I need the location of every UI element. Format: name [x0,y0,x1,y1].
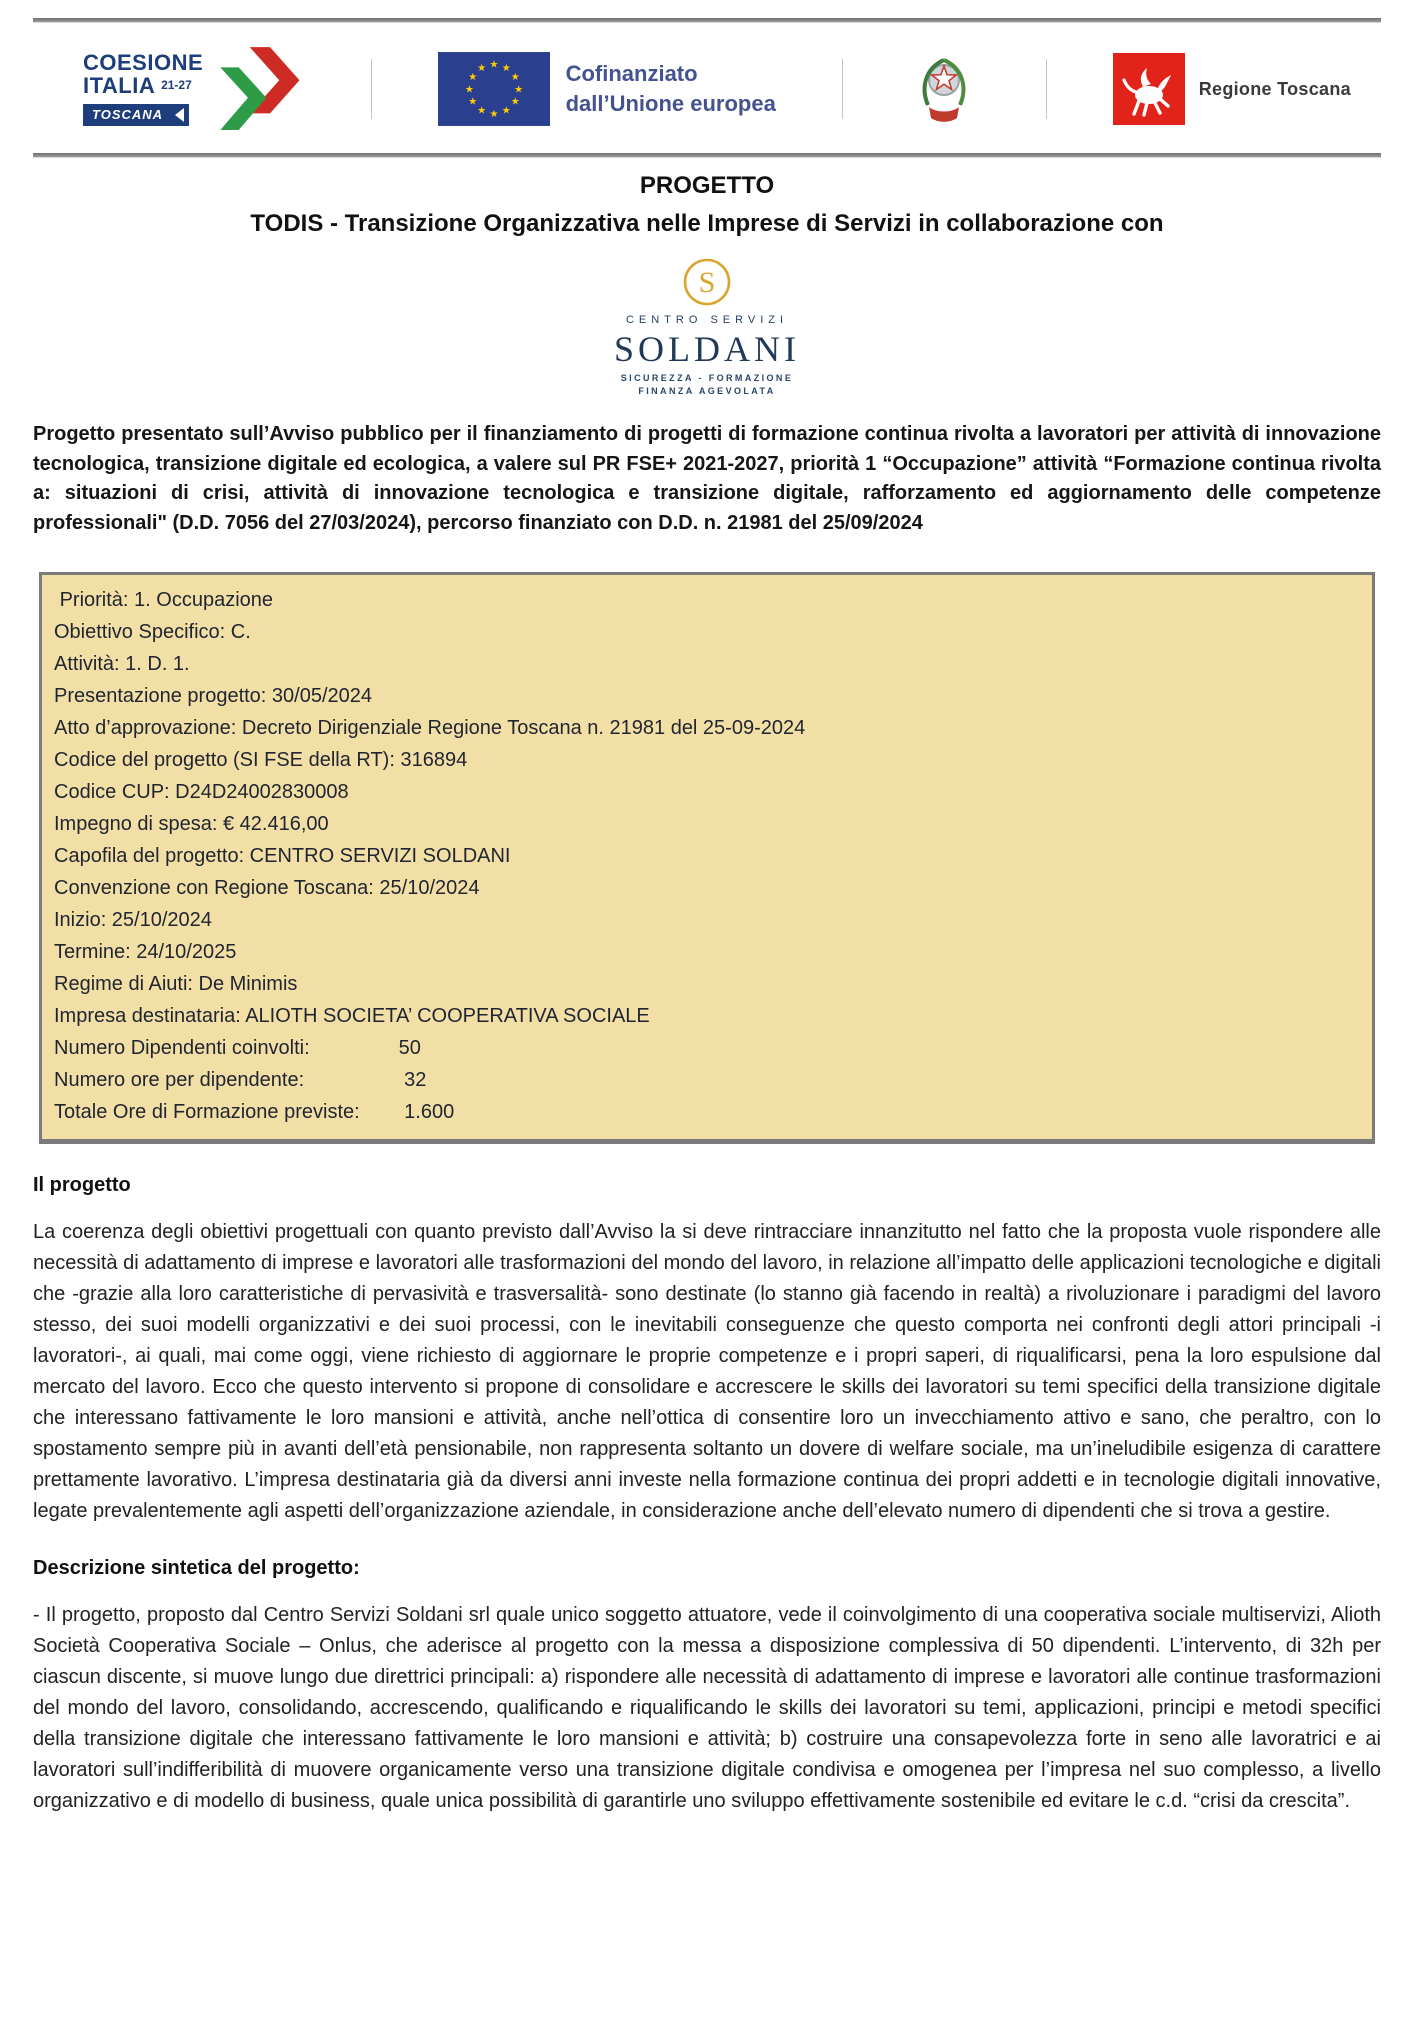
coesione-line1: COESIONE [83,50,204,76]
summary-line: Obiettivo Specifico: C. [54,621,251,643]
summary-line: Codice del progetto (SI FSE della RT): 316894 [54,749,468,771]
summary-line: Termine: 24/10/2025 [54,941,237,963]
summary-line: Codice CUP: D24D24002830008 [54,781,349,803]
soldani-logo [577,256,837,396]
eu-flag-icon [438,52,550,126]
summary-line: Regime di Aiuti: De Minimis [54,973,298,995]
soldani-monogram-icon [681,256,733,308]
svg-text:★: ★ [476,63,486,75]
regione-toscana-logo [1113,53,1351,125]
eu-text-line2: dall’Unione europea [565,91,776,116]
summary-line: Impresa destinataria: ALIOTH SOCIETA’ COOPERATIVA SOCIALE [54,1005,650,1027]
summary-line: Numero ore per dipendente: 32 [54,1069,427,1091]
soldani-centro-servizi: CENTRO SERVIZI [625,314,789,326]
section-body-descrizione: - Il progetto, proposto dal Centro Servizi Soldani srl quale unico soggetto attuatore, vede il coinvolgimento di una cooperativa sociale multiservizi, Alioth Società Cooperativa Sociale – Onlus, che aderisce al progetto con la messa a disposizione complessiva di 50 dipendenti. L’intervento, di 32h per ciascun discente, si muove lungo due direttrici principali: a) rispondere alle necessità di adattamento di imprese e lavoratori alle continue trasformazioni del mondo del lavoro, consolidando, accrescendo, qualificando e riqualificando le skills dei lavoratori su temi, applicazioni, principi e metodi specifici della transizione digitale che interessano fattivamente le loro mansioni e attività; b) costruire una consapevolezza forte in seno alle lavoratrici e ai lavoratori sull’indifferibilità di muovere organicamente verso una transizione digitale condivisa e omogenea per l’impresa nel suo complesso, a livello organizzativo e di modello di business, quale unica possibilità di garantirle uno sviluppo effettivamente sostenibile ed evitare le c.d. “crisi da crescita”. [33,1604,1381,1812]
svg-text:★: ★ [489,109,499,120]
toscana-banner: TOSCANA [83,104,189,126]
svg-text:★: ★ [501,63,511,75]
logo-divider [1046,59,1047,119]
soldani-name: SOLDANI [614,329,800,369]
project-summary-box [39,572,1375,1144]
summary-line: Impegno di spesa: € 42.416,00 [54,813,329,835]
coesione-line2: ITALIA 21-27 [83,73,192,99]
logo-divider [842,59,843,119]
intro-paragraph: Progetto presentato sull’Avviso pubblico per il finanziamento di progetti di formazione continua rivolta a lavoratori per attività di innovazione tecnologica, transizione digitale ed ecologica, a valere sul PR FSE+ 2021-2027, priorità 1 “Occupazione” attività “Formazione continua rivolta a: situazioni di crisi, attività di innovazione tecnologica e transizione digitale, rafforzamento ed aggiornamento delle competenze professionali" (D.D. 7056 del 27/03/2024), percorso finanziato con D.D. n. 21981 del 25/09/2024 [33,423,1381,534]
coesione-text [83,52,203,125]
italy-emblem-icon [908,49,980,129]
section-heading-il-progetto: Il progetto [33,1174,131,1196]
summary-line: Presentazione progetto: 30/05/2024 [54,685,373,707]
svg-text:★: ★ [467,96,477,108]
svg-text:★: ★ [501,105,511,117]
summary-line: Capofila del progetto: CENTRO SERVIZI SOLDANI [54,845,511,867]
summary-line: Totale Ore di Formazione previste: 1.600 [54,1101,455,1123]
svg-text:★: ★ [476,105,486,117]
summary-line: Inizio: 25/10/2024 [54,909,212,931]
header-rule [33,153,1381,158]
coesione-chevrons-icon [213,43,305,135]
summary-line: Convenzione con Regione Toscana: 25/10/2024 [54,877,480,899]
coesione-years: 21-27 [161,78,192,93]
pegasus-icon [1113,53,1185,125]
summary-line: Priorità: 1. Occupazione [54,589,273,611]
soldani-tagline-2: FINANZA AGEVOLATA [638,386,776,396]
svg-text:S: S [698,266,716,299]
svg-text:★: ★ [467,72,477,84]
section-heading-descrizione: Descrizione sintetica del progetto: [33,1557,360,1579]
eu-cofunding-logo [438,52,776,126]
svg-text:★: ★ [464,84,474,96]
toscana-arrow-icon [175,108,184,122]
section-body-il-progetto: La coerenza degli obiettivi progettuali con quanto previsto dall’Avviso la si deve rintracciare innanzitutto nel fatto che la proposta vuole rispondere alle necessità di adattamento di imprese e lavoratori alle trasformazioni del mondo del lavoro, in relazione all’impatto delle applicazioni tecnologiche e digitali che -grazie alla loro caratteristiche di pervasività e trasversalità- sono destinate (lo stanno già facendo in realtà) a rivoluzionare i paradigmi del lavoro stesso, dei suoi modelli organizzativi e dei suoi processi, con le inevitabili conseguenze che questo comporta nei confronti degli attori principali -i lavoratori-, ai quali, mai come oggi, viene richiesto di aggiornare le proprie competenze e i propri saperi, di riqualificarsi, pena la loro espulsione dal mercato del lavoro. Ecco che questo intervento si propone di consolidare e accrescere le skills dei lavoratori su temi specifici della transizione digitale che interessano fattivamente le loro mansioni e attività, anche nell’ottica di consentire loro un invecchiamento attivo e sano, che peraltro, con lo spostamento sempre più in avanti dell’età pensionabile, non rappresenta soltanto un dovere di welfare sociale, ma un’ineludibile esigenza di carattere prettamente lavorativo. L’impresa destinataria già da diversi anni investe nella formazione continua dei propri addetti e in tecnologie digitali innovative, legate prevalentemente agli aspetti dell’organizzazione aziendale, in considerazione anche dell’elevato numero di dipendenti che si trova a gestire. [33,1221,1381,1522]
eu-cofunding-text [566,59,776,118]
eu-text-line1: Cofinanziato [565,61,698,87]
logo-divider [371,59,372,119]
summary-line: Numero Dipendenti coinvolti: 50 [54,1037,421,1059]
summary-line: Attività: 1. D. 1. [54,653,190,675]
coesione-italia-logo [83,43,305,135]
document-page [0,18,1414,1817]
summary-line: Atto d’approvazione: Decreto Dirigenziale Regione Toscana n. 21981 del 25-09-2024 [54,717,806,739]
svg-text:★: ★ [510,72,520,84]
svg-text:★: ★ [489,59,499,71]
regione-toscana-label: Regione Toscana [1198,78,1351,99]
soldani-tagline-1: SICUREZZA - FORMAZIONE [620,373,794,383]
page-title: PROGETTO [639,172,775,199]
header-logo-bar [33,23,1381,153]
svg-text:★: ★ [510,96,520,108]
svg-text:★: ★ [513,84,523,96]
page-subtitle: TODIS - Transizione Organizzativa nelle Imprese di Servizi in collaborazione con [250,210,1164,237]
